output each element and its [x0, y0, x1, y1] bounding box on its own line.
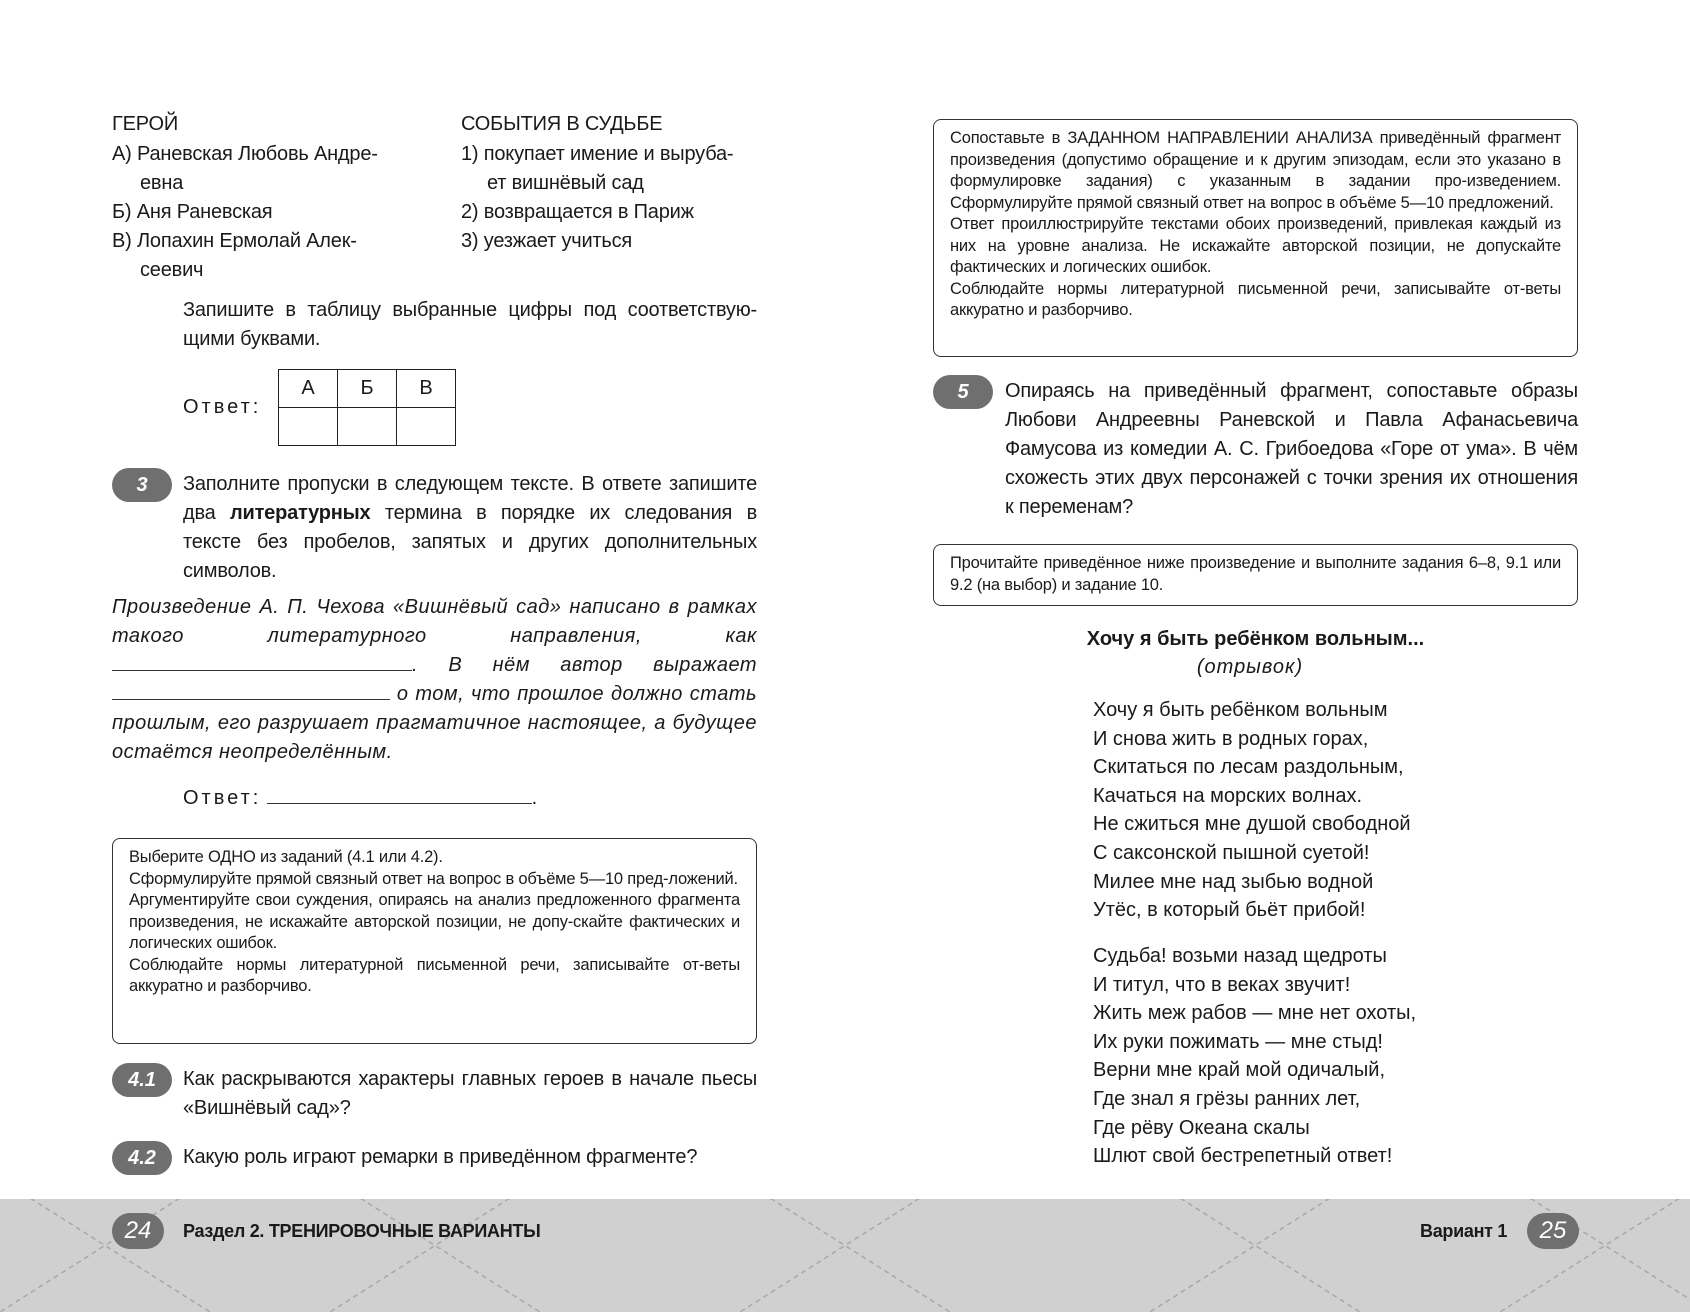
events-list	[461, 140, 761, 256]
poem-line: Их руки пожимать — мне стыд!	[1093, 1030, 1383, 1053]
poem-line: Шлют свой бестрепетный ответ!	[1093, 1145, 1393, 1168]
page-footer	[0, 1199, 1690, 1312]
answer-cell[interactable]	[279, 408, 338, 446]
task42-text: Какую роль играют ремарки в приведённом фрагменте?	[183, 1146, 698, 1168]
poem-line: Милее мне над зыбью водной	[1093, 870, 1374, 893]
instruction: Сформулируйте прямой связный ответ на вопрос в объёме 5—10 пред-ложений.	[129, 869, 738, 888]
poem-line: Где знал я грёзы ранних лет,	[1093, 1087, 1361, 1110]
answer-col-header: Б	[338, 370, 397, 408]
answer-line[interactable]	[267, 788, 532, 804]
task-badge-3: 3	[112, 468, 172, 502]
instructions-box-5	[933, 119, 1578, 357]
hero-item-cont: евна	[140, 172, 184, 194]
poem-stanza-2	[1093, 942, 1416, 1171]
answer-table	[278, 369, 456, 446]
poem-line: Жить меж рабов — мне нет охоты,	[1093, 1002, 1417, 1025]
page-number-right: 25	[1527, 1213, 1579, 1249]
diamond-pattern	[0, 1199, 1690, 1312]
variant-title: Вариант 1	[1420, 1221, 1508, 1241]
heroes-list	[112, 140, 412, 285]
blank-2	[112, 684, 390, 700]
task3-italic-text: Произведение А. П. Чехова «Вишнёвый сад» написано в рамках такого литературного направления, как . В нём автор выражает о том, что прошлое должно стать прошлым, его разрушает прагматичное настоящее, а будущее остаётся неопределённым.	[112, 596, 757, 763]
instruction: Соблюдайте нормы литературной письменной речи, записывайте от-веты аккуратно и разборчиво.	[129, 955, 740, 995]
poem-line: Хочу я быть ребёнком вольным	[1093, 699, 1388, 721]
task-badge-5: 5	[933, 375, 993, 409]
blank-1	[112, 655, 412, 671]
instruction: Прочитайте приведённое ниже произведение и выполните задания 6–8, 9.1 или 9.2 (на выбор) и задание 10.	[950, 554, 1561, 594]
poem-line: И снова жить в родных горах,	[1093, 727, 1369, 750]
poem-title: Хочу я быть ребёнком вольным...	[1086, 628, 1425, 650]
hero-header: ГЕРОЙ	[112, 113, 179, 135]
poem-line: Утёс, в который бьёт прибой!	[1093, 899, 1366, 922]
answer-col-header: А	[279, 370, 338, 408]
poem-line: Скитаться по лесам раздольным,	[1093, 756, 1404, 779]
event-item: 3) уезжает учиться	[461, 230, 633, 252]
poem-line: Судьба! возьми назад щедроты	[1093, 945, 1387, 967]
task3-answer: Ответ: .	[183, 787, 538, 809]
event-item: 2) возвращается в Париж	[461, 201, 694, 223]
event-item: 1) покупает имение и выруба-	[461, 143, 734, 165]
instructions-box-6	[933, 544, 1578, 606]
answer-label: Ответ:	[183, 396, 262, 418]
task-badge-4-1: 4.1	[112, 1063, 172, 1097]
poem-stanza-1	[1093, 696, 1411, 925]
page-number-left: 24	[112, 1213, 164, 1249]
instructions-box-4	[112, 838, 757, 1044]
answer-cell[interactable]	[338, 408, 397, 446]
poem-line: И титул, что в веках звучит!	[1093, 973, 1351, 996]
task41-text: Как раскрываются характеры главных героев в начале пьесы «Вишнёвый сад»?	[183, 1068, 757, 1119]
section-title: Раздел 2. ТРЕНИРОВОЧНЫЕ ВАРИАНТЫ	[183, 1221, 541, 1241]
task-badge-4-2: 4.2	[112, 1141, 172, 1175]
task3-text: Заполните пропуски в следующем тексте. В ответе запишите два литературных термина в порядке их следования в тексте без пробелов, запятых и других дополнительных символов.	[183, 473, 757, 582]
instruction: Ответ проиллюстрируйте текстами обоих произведений, привлекая каждый из них на уровне анализа. Не искажайте авторской позиции, не допускайте фактических и логических ошибок.	[950, 215, 1561, 276]
instruction: Аргументируйте свои суждения, опираясь на анализ предложенного фрагмента произведения, не искажайте авторской позиции, не допу-скайте фактических и логических ошибок.	[129, 891, 740, 952]
poem-subtitle: (отрывок)	[1196, 656, 1304, 678]
answer-col-header: В	[397, 370, 456, 408]
answer-cell[interactable]	[397, 408, 456, 446]
hero-item: А) Раневская Любовь Андре-	[112, 143, 378, 165]
events-header: СОБЫТИЯ В СУДЬБЕ	[461, 113, 663, 135]
instruction: Сопоставьте в ЗАДАННОМ НАПРАВЛЕНИИ АНАЛИЗА приведённый фрагмент произведения (допустимо обращение и к другим эпизодам, если это указано в формулировке задания) с указанным в задании про-изведением. Сформулируйте прямой связный ответ на вопрос в объёме 5—10 предложений.	[950, 129, 1561, 212]
hero-item-cont: сеевич	[140, 259, 204, 281]
hero-item: Б) Аня Раневская	[112, 201, 273, 223]
task5-text: Опираясь на приведённый фрагмент, сопоставьте образы Любови Андреевны Раневской и Павла Афанасьевича Фамусова из комедии А. С. Грибоедова «Горе от ума». В чём схожесть этих двух персонажей с точки зрения их отношения к переменам?	[1005, 380, 1578, 518]
instruction: Соблюдайте нормы литературной письменной речи, записывайте от-веты аккуратно и разборчиво.	[950, 279, 1561, 319]
table-instruction: Запишите в таблицу выбранные цифры под соответствую-щими буквами.	[183, 299, 757, 350]
poem-line: Качаться на морских волнах.	[1093, 784, 1363, 807]
instruction: Выберите ОДНО из заданий (4.1 или 4.2).	[129, 848, 443, 866]
poem-line: С саксонской пышной суетой!	[1093, 841, 1370, 864]
hero-item: В) Лопахин Ермолай Алек-	[112, 230, 357, 252]
event-item-cont: ет вишнёвый сад	[487, 172, 644, 194]
poem-line: Не сжиться мне душой свободной	[1093, 813, 1411, 836]
poem-line: Верни мне край мой одичалый,	[1093, 1059, 1386, 1082]
poem-line: Где рёву Океана скалы	[1093, 1116, 1310, 1139]
